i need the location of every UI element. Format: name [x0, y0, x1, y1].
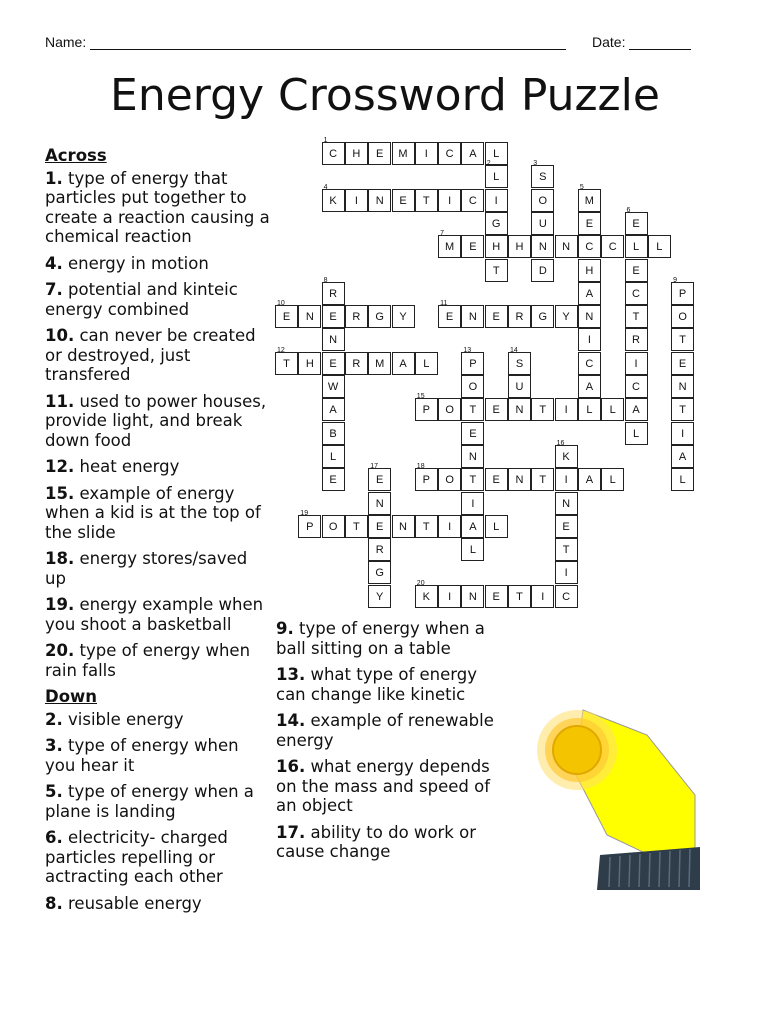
crossword-cell[interactable]: T — [531, 398, 554, 421]
clue-number: 9. — [276, 619, 294, 638]
crossword-cell[interactable]: A — [671, 445, 694, 468]
crossword-cell[interactable]: M 7 — [438, 235, 461, 258]
clue-text: what energy depends on the mass and speed of an object — [276, 757, 491, 815]
clue-item — [45, 894, 270, 914]
crossword-cell[interactable]: I — [415, 142, 438, 165]
crossword-cell[interactable]: R — [368, 538, 391, 561]
name-field[interactable] — [45, 34, 566, 50]
clue-text: visible energy — [68, 709, 184, 729]
crossword-cell[interactable]: E 17 — [368, 468, 391, 491]
crossword-cell[interactable]: L 2 — [485, 165, 508, 188]
crossword-cell[interactable]: P 15 — [415, 398, 438, 421]
crossword-cell[interactable]: G — [531, 305, 554, 328]
clue-number: 18. — [45, 549, 75, 568]
crossword-cell[interactable]: L — [648, 235, 671, 258]
cell-number: 8 — [323, 276, 328, 284]
crossword-cell[interactable]: D — [531, 259, 554, 282]
clue-text: energy stores/saved up — [45, 549, 248, 588]
clue-text: energy in motion — [68, 253, 209, 273]
clue-item — [45, 782, 270, 821]
clue-number: 4. — [45, 253, 63, 273]
crossword-cell[interactable]: T — [508, 585, 531, 608]
cell-number: 19 — [300, 509, 309, 517]
crossword-cell[interactable]: E — [461, 422, 484, 445]
crossword-cell[interactable]: N — [368, 189, 391, 212]
crossword-cell[interactable]: T — [671, 398, 694, 421]
cell-number: 11 — [440, 300, 448, 308]
crossword-cell[interactable]: L — [625, 235, 648, 258]
cell-number: 10 — [277, 300, 285, 308]
clue-text: type of energy when a ball sitting on a table — [276, 619, 485, 658]
crossword-cell[interactable]: O — [438, 468, 461, 491]
cell-number: 16 — [556, 439, 565, 447]
crossword-cell[interactable]: Y — [392, 305, 415, 328]
crossword-cell[interactable]: E — [461, 235, 484, 258]
crossword-cell[interactable]: R — [345, 352, 368, 375]
crossword-cell[interactable]: N — [508, 398, 531, 421]
cell-number: 17 — [370, 463, 378, 471]
clue-item — [45, 828, 270, 887]
crossword-cell[interactable]: E — [625, 259, 648, 282]
date-label: Date: — [592, 34, 626, 50]
across-clue-list — [45, 169, 270, 681]
crossword-cell[interactable]: I — [438, 189, 461, 212]
clue-text: used to power houses, provide light, and break down food — [45, 391, 267, 450]
crossword-cell[interactable]: I — [461, 492, 484, 515]
clue-item — [45, 595, 270, 634]
crossword-cell[interactable]: T — [415, 189, 438, 212]
clue-item — [45, 254, 270, 274]
crossword-cell[interactable]: O — [322, 515, 345, 538]
crossword-cell[interactable]: M — [368, 352, 391, 375]
crossword-cell[interactable]: T — [625, 305, 648, 328]
crossword-cell[interactable]: R 8 — [322, 282, 345, 305]
crossword-cell[interactable]: T — [485, 259, 508, 282]
clue-item — [45, 169, 270, 247]
clue-number: 13. — [276, 665, 306, 684]
crossword-cell[interactable]: P 19 — [298, 515, 321, 538]
clue-text: electricity- charged particles repelling or actracting each other — [45, 828, 228, 886]
crossword-cell[interactable]: C 1 — [322, 142, 345, 165]
crossword-cell[interactable]: G — [368, 305, 391, 328]
crossword-cell[interactable]: P 9 — [671, 282, 694, 305]
crossword-cell[interactable]: I — [555, 561, 578, 584]
clue-item — [45, 392, 270, 451]
crossword-cell[interactable]: E 11 — [438, 305, 461, 328]
clue-number: 10. — [45, 326, 75, 345]
crossword-cell[interactable]: A — [578, 375, 601, 398]
crossword-cell[interactable]: L — [322, 445, 345, 468]
clue-number: 19. — [45, 595, 75, 614]
clue-text: ability to do work or cause change — [276, 822, 476, 861]
crossword-cell[interactable]: O — [671, 305, 694, 328]
crossword-cell[interactable]: K 16 — [555, 445, 578, 468]
crossword-cell[interactable]: P 18 — [415, 468, 438, 491]
crossword-cell[interactable]: A — [578, 468, 601, 491]
crossword-cell[interactable]: T — [345, 515, 368, 538]
crossword-cell[interactable]: K 20 — [415, 585, 438, 608]
clue-text: energy example when you shoot a basketball — [45, 595, 264, 634]
crossword-cell[interactable]: A — [625, 398, 648, 421]
clue-text: type of energy when you hear it — [45, 736, 239, 775]
clue-number: 7. — [45, 280, 63, 299]
crossword-cell[interactable]: E — [578, 212, 601, 235]
clue-item — [45, 710, 270, 730]
crossword-cell[interactable]: E — [485, 585, 508, 608]
crossword-cell[interactable]: E — [322, 305, 345, 328]
clue-number: 1. — [45, 168, 63, 188]
cell-number: 6 — [626, 206, 631, 214]
crossword-cell[interactable]: Y — [555, 305, 578, 328]
crossword-cell[interactable]: E — [555, 515, 578, 538]
name-label: Name: — [45, 34, 87, 50]
crossword-cell[interactable]: C — [601, 235, 624, 258]
clue-text: type of energy when rain falls — [45, 641, 251, 680]
crossword-cell[interactable]: E — [368, 515, 391, 538]
name-line[interactable] — [90, 35, 566, 50]
clue-item — [45, 641, 270, 680]
crossword-cell[interactable]: I — [578, 328, 601, 351]
crossword-cell[interactable]: N — [461, 305, 484, 328]
clue-number: 2. — [45, 709, 63, 729]
cell-number: 3 — [533, 160, 538, 168]
crossword-cell[interactable]: N — [298, 305, 321, 328]
cell-number: 2 — [486, 160, 491, 168]
crossword-cell[interactable]: U — [531, 212, 554, 235]
clue-number: 17. — [276, 822, 306, 842]
date-field[interactable] — [592, 34, 691, 50]
crossword-cell[interactable]: R — [345, 305, 368, 328]
crossword-cell[interactable]: T — [461, 468, 484, 491]
crossword-cell[interactable]: T — [555, 538, 578, 561]
down-clue-list-continued — [276, 619, 501, 862]
clue-item — [45, 326, 270, 385]
crossword-cell[interactable]: N — [461, 445, 484, 468]
cell-number: 20 — [416, 579, 425, 587]
crossword-cell[interactable]: P 13 — [461, 352, 484, 375]
crossword-cell[interactable]: O — [531, 189, 554, 212]
crossword-cell[interactable]: R — [625, 328, 648, 351]
crossword-cell[interactable]: N — [555, 492, 578, 515]
crossword-cell[interactable]: E — [392, 189, 415, 212]
clue-number: 15. — [45, 483, 75, 503]
crossword-cell[interactable]: T — [531, 468, 554, 491]
crossword-cell[interactable]: E — [368, 142, 391, 165]
crossword-cell[interactable]: L — [485, 515, 508, 538]
sun-illustration — [535, 695, 705, 890]
crossword-cell[interactable]: S 3 — [531, 165, 554, 188]
crossword-cell[interactable]: N — [461, 585, 484, 608]
crossword-cell[interactable]: L — [485, 142, 508, 165]
crossword-cell[interactable]: A — [461, 515, 484, 538]
clue-text: type of energy when a plane is landing — [45, 782, 254, 821]
clue-text: can never be created or destroyed, just transfered — [45, 326, 256, 384]
crossword-cell[interactable]: E 6 — [625, 212, 648, 235]
crossword-cell[interactable]: I — [531, 585, 554, 608]
sun-core — [553, 726, 601, 774]
crossword-cell[interactable]: G — [485, 212, 508, 235]
crossword-cell[interactable]: E — [485, 398, 508, 421]
clue-number: 12. — [45, 457, 75, 476]
cell-number: 9 — [673, 276, 677, 284]
crossword-cell[interactable]: N — [531, 235, 554, 258]
crossword-cell[interactable]: W — [322, 375, 345, 398]
crossword-cell[interactable]: T 12 — [275, 352, 298, 375]
crossword-cell[interactable]: L — [601, 398, 624, 421]
crossword-cell[interactable]: N — [368, 492, 391, 515]
crossword-cell[interactable]: L — [625, 422, 648, 445]
crossword-cell[interactable]: E 10 — [275, 305, 298, 328]
clue-text: reusable energy — [68, 893, 202, 913]
crossword-cell[interactable]: E — [322, 468, 345, 491]
crossword-cell[interactable]: I — [438, 515, 461, 538]
clue-number: 6. — [45, 828, 63, 847]
crossword-cell[interactable]: L — [578, 398, 601, 421]
cell-number: 13 — [463, 346, 472, 354]
clue-item — [276, 823, 501, 862]
clue-text: potential and kinteic energy combined — [45, 280, 238, 319]
crossword-cell[interactable]: A — [578, 282, 601, 305]
crossword-cell[interactable]: N — [392, 515, 415, 538]
crossword-cell[interactable]: H — [345, 142, 368, 165]
crossword-cell[interactable]: H — [508, 235, 531, 258]
clue-item — [45, 457, 270, 477]
crossword-cell[interactable]: I — [671, 422, 694, 445]
crossword-cell[interactable]: I — [555, 468, 578, 491]
crossword-cell[interactable]: I — [438, 585, 461, 608]
clue-item — [276, 711, 501, 750]
clues-left-column — [45, 146, 270, 920]
crossword-cell[interactable]: C — [625, 282, 648, 305]
crossword-cell[interactable]: U — [508, 375, 531, 398]
clues-right-column — [276, 619, 501, 869]
clue-item — [45, 736, 270, 775]
crossword-cell[interactable]: T — [461, 398, 484, 421]
crossword-cell[interactable]: M — [392, 142, 415, 165]
crossword-cell[interactable]: R — [508, 305, 531, 328]
clue-number: 3. — [45, 736, 63, 755]
crossword-cell[interactable]: L — [461, 538, 484, 561]
crossword-cell[interactable]: O — [461, 375, 484, 398]
crossword-cell[interactable]: M 5 — [578, 189, 601, 212]
cell-number: 7 — [440, 230, 444, 238]
across-heading: Across — [45, 146, 107, 165]
crossword-cell[interactable]: T — [415, 515, 438, 538]
crossword-cell[interactable]: A — [322, 398, 345, 421]
crossword-cell[interactable]: N — [671, 375, 694, 398]
clue-text: example of renewable energy — [276, 711, 494, 750]
crossword-cell[interactable]: C — [438, 142, 461, 165]
crossword-cell[interactable]: I — [625, 352, 648, 375]
cell-number: 4 — [323, 183, 328, 191]
crossword-cell[interactable]: C — [625, 375, 648, 398]
crossword-cell[interactable]: N — [555, 235, 578, 258]
crossword-cell[interactable]: C — [555, 585, 578, 608]
crossword-cell[interactable]: L — [415, 352, 438, 375]
crossword-cell[interactable]: A — [392, 352, 415, 375]
clue-number: 16. — [276, 757, 306, 776]
crossword-cell[interactable]: I — [345, 189, 368, 212]
crossword-cell[interactable]: B — [322, 422, 345, 445]
crossword-cell[interactable]: S 14 — [508, 352, 531, 375]
clue-number: 20. — [45, 641, 75, 660]
cell-number: 15 — [416, 393, 425, 401]
down-heading: Down — [45, 687, 98, 706]
cell-number: 12 — [277, 346, 285, 354]
clue-item — [45, 549, 270, 588]
crossword-cell[interactable]: E — [485, 468, 508, 491]
cell-number: 14 — [510, 346, 518, 354]
crossword-cell[interactable]: G — [368, 561, 391, 584]
clue-text: heat energy — [79, 457, 180, 476]
clue-item — [276, 619, 501, 658]
crossword-cell[interactable]: N — [578, 305, 601, 328]
cell-number: 1 — [323, 137, 328, 144]
crossword-cell[interactable]: Y — [368, 585, 391, 608]
crossword-cell[interactable]: H — [485, 235, 508, 258]
crossword-cell[interactable]: T — [671, 328, 694, 351]
clue-number: 5. — [45, 782, 63, 801]
crossword-cell[interactable]: C — [578, 235, 601, 258]
crossword-cell[interactable]: E — [322, 352, 345, 375]
crossword-cell[interactable]: C — [461, 189, 484, 212]
cell-number: 18 — [416, 463, 425, 471]
clue-text: type of energy that particles put together to create a reaction causing a chemical reaction — [45, 168, 270, 246]
clue-item — [276, 665, 501, 704]
clue-text: example of energy when a kid is at the top of the slide — [45, 483, 261, 542]
crossword-cell[interactable]: N — [322, 328, 345, 351]
crossword-cell[interactable]: I — [485, 189, 508, 212]
clue-text: what type of energy can change like kinetic — [276, 665, 478, 704]
crossword-cell[interactable]: E — [485, 305, 508, 328]
crossword-cell[interactable]: O — [438, 398, 461, 421]
clue-item — [276, 757, 501, 816]
clue-item — [45, 484, 270, 543]
date-line[interactable] — [629, 35, 691, 50]
clue-number: 14. — [276, 711, 306, 730]
crossword-cell[interactable]: N — [508, 468, 531, 491]
clue-number: 8. — [45, 893, 63, 913]
crossword-cell[interactable]: C — [578, 352, 601, 375]
crossword-cell[interactable]: K 4 — [322, 189, 345, 212]
crossword-cell[interactable]: H — [578, 259, 601, 282]
cell-number: 5 — [579, 183, 584, 191]
crossword-cell[interactable]: L — [671, 468, 694, 491]
crossword-cell[interactable]: A — [461, 142, 484, 165]
page-title: Energy Crossword Puzzle — [110, 70, 660, 121]
crossword-cell[interactable]: L — [601, 468, 624, 491]
clue-number: 11. — [45, 391, 75, 411]
down-clue-list — [45, 710, 270, 914]
crossword-cell[interactable]: H — [298, 352, 321, 375]
crossword-cell[interactable]: I — [555, 398, 578, 421]
clue-item — [45, 280, 270, 319]
crossword-cell[interactable]: E — [671, 352, 694, 375]
